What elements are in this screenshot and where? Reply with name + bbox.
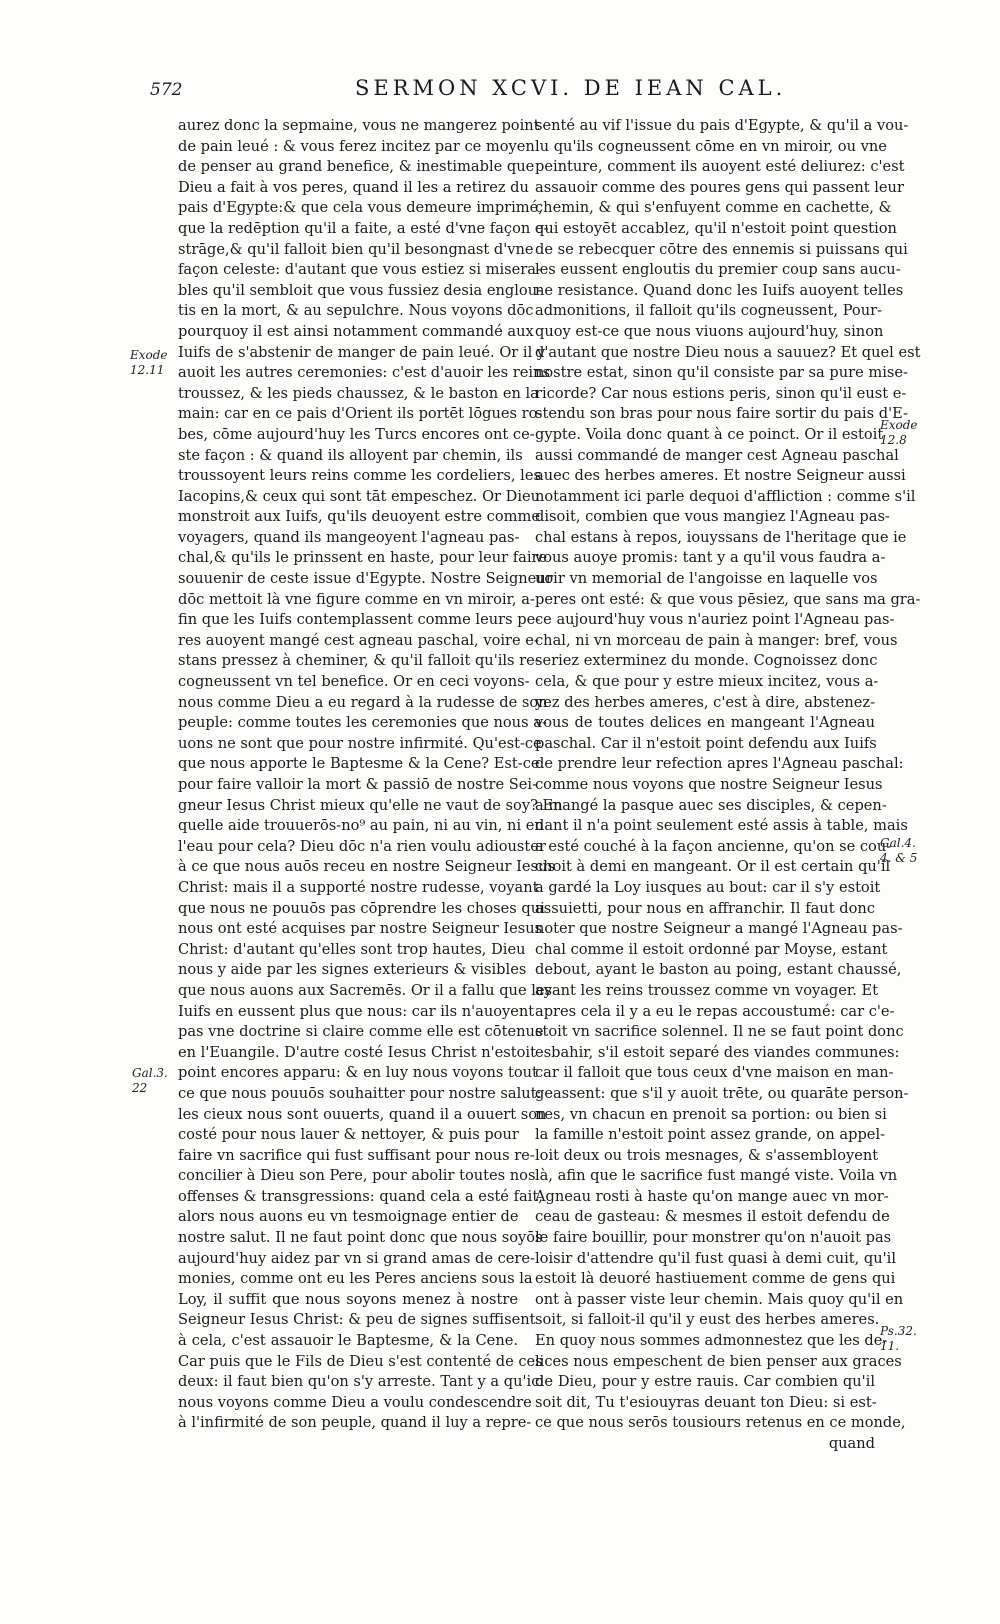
text-line: En quoy nous sommes admonnestez que les de- [535, 1332, 888, 1350]
text-line: a esté couché à la façon ancienne, qu'on se cou- [535, 837, 892, 855]
text-line: assuietti, pour nous en affranchir. Il faut donc [535, 899, 875, 917]
text-line: soit dit, Tu t'esiouyras deuant ton Dieu: si est- [535, 1393, 877, 1411]
text-line: ne resistance. Quand donc les Iuifs auoyent telles [535, 281, 904, 299]
text-line: strāge,& qu'il falloit bien qu'il besongnast d'vne [178, 240, 534, 258]
text-line: yez des herbes ameres, c'est à dire, abstenez- [535, 693, 875, 711]
text-line: res auoyent mangé cest agneau paschal, voire e- [178, 631, 539, 649]
text-line: chemin, & qui s'enfuyent comme en cachette, & [535, 199, 892, 217]
text-line: costé pour nous lauer & nettoyer, & puis pour [178, 1126, 519, 1144]
text-line: ayant les reins troussez comme vn voyager. Et [535, 981, 879, 999]
margin-note-exode-right: Exode 12.8 [880, 418, 918, 447]
text-line: troussoyent leurs reins comme les cordeliers, les [178, 467, 541, 485]
text-line: offenses & transgressions: quand cela a esté fait, [178, 1187, 543, 1205]
text-line: auec des herbes ameres. Et nostre Seigneur aussi [535, 467, 906, 485]
margin-note-ps-right: Ps.32. 11. [880, 1324, 917, 1353]
text-line: point encores apparu: & en luy nous voyons tout [178, 1064, 538, 1082]
text-line: que nous apporte le Baptesme & la Cene? Est-ce [178, 755, 540, 773]
text-line: façon celeste: d'autant que vous estiez si misera- [178, 261, 541, 279]
text-line: de se rebecquer cōtre des ennemis si puissans qui [535, 240, 908, 258]
text-line: que nous ne pouuōs pas cōprendre les choses qui [178, 899, 545, 917]
text-line: le faire bouillir, pour monstrer qu'on n'auoit pas [535, 1229, 892, 1247]
text-line: chal estans à repos, iouyssans de l'heritage que ie [535, 528, 907, 546]
text-line: à l'infirmité de son peuple, quand il luy a repre- [178, 1414, 532, 1432]
text-line: ont à passer viste leur chemin. Mais quoy qu'il en [535, 1290, 904, 1308]
text-line: bles qu'il sembloit que vous fussiez desia englou- [178, 281, 543, 299]
text-line: chal,& qu'ils le prinssent en haste, pour leur faire [178, 549, 548, 567]
text-line: peinture, comment ils auoyent esté deliurez: c'est [535, 158, 905, 176]
text-line: chal comme il estoit ordonné par Moyse, estant [535, 940, 888, 958]
text-line: peuple: comme toutes les ceremonies que nous a- [178, 714, 547, 732]
text-line: que nous auons aux Sacremēs. Or il a fallu que les [178, 981, 553, 999]
text-line: chal, ni vn morceau de pain à manger: bref, vous [535, 631, 898, 649]
text-line: nous voyons comme Dieu a voulu condescendre [178, 1393, 532, 1411]
text-line: Loy, il suffit que nous soyons menez à nostre [178, 1290, 518, 1308]
text-line: Iuifs en eussent plus que nous: car ils n'auoyent [178, 1002, 535, 1020]
margin-note-gal-left: Gal.3. 22 [132, 1066, 168, 1095]
text-line: de pain leué : & vous ferez incitez par ce moyen [178, 137, 535, 155]
text-line: fin que les Iuifs contemplassent comme leurs pe- [178, 611, 541, 629]
text-line: aujourd'huy aidez par vn si grand amas de cere- [178, 1249, 535, 1267]
text-line: loisir d'attendre qu'il fust quasi à demi cuit, qu'il [535, 1249, 896, 1267]
text-line: qui estoyēt accablez, qu'il n'estoit point question [535, 219, 897, 237]
text-line: estoit là deuoré hastiuement comme de gens qui [535, 1270, 896, 1288]
text-line: seriez exterminez du monde. Cognoissez donc [535, 652, 878, 670]
text-line: lices nous empeschent de bien penser aux graces [535, 1352, 902, 1370]
text-line: nous comme Dieu a eu regard à la rudesse de son [178, 693, 548, 711]
margin-note-exode-left: Exode 12.11 [130, 348, 168, 377]
text-line: debout, ayant le baston au poing, estant chaussé, [535, 961, 902, 979]
text-line: soit, si falloit-il qu'il y eust des herbes ameres. [535, 1311, 880, 1329]
text-line: de Dieu, pour y estre rauis. Car combien qu'il [535, 1373, 875, 1391]
text-line: Car puis que le Fils de Dieu s'est contenté de ces [178, 1352, 543, 1370]
text-line: admonitions, il falloit qu'ils cogneussent, Pour- [535, 302, 883, 320]
text-line: quoy est-ce que nous viuons aujourd'huy, sinon [535, 322, 884, 340]
text-line: vous de toutes delices en mangeant l'Agneau [535, 714, 875, 732]
text-line: Iacopins,& ceux qui sont tāt empeschez. Or Dieu [178, 487, 541, 505]
text-line: les cieux nous sont ouuerts, quand il a ouuert son [178, 1105, 547, 1123]
text-line: lu qu'ils cogneussent cōme en vn miroir, ou vne [535, 137, 887, 155]
text-line: cogneussent vn tel benefice. Or en ceci voyons- [178, 673, 530, 691]
text-line: concilier à Dieu son Pere, pour abolir toutes nos [178, 1167, 536, 1185]
text-line: que la redēption qu'il a faite, a esté d'vne façon e- [178, 219, 549, 237]
text-line: dant il n'a point seulement esté assis à table, mais [535, 817, 908, 835]
text-line: aussi commandé de manger cest Agneau paschal [535, 446, 899, 464]
text-line: en l'Euangile. D'autre costé Iesus Christ n'estoit [178, 1043, 536, 1061]
text-line: Agneau rosti à haste qu'on mange auec vn mor- [535, 1187, 889, 1205]
text-line: Iuifs de s'abstenir de manger de pain leué. Or il y [178, 343, 546, 361]
text-line: choit à demi en mangeant. Or il est certain qu'il [535, 858, 891, 876]
text-line: peres ont esté: & que vous pēsiez, que sans ma gra- [535, 590, 921, 608]
text-line: ce que nous serōs tousiours retenus en ce monde, [535, 1414, 906, 1432]
text-line: à ce que nous auōs receu en nostre Seigneur Iesus [178, 858, 555, 876]
margin-note-gal-right: Gal.4. 4. & 5 [880, 836, 918, 865]
text-line: disoit, combien que vous mangiez l'Agneau pas- [535, 508, 890, 526]
text-line: uoir vn memorial de l'angoisse en laquelle vos [535, 570, 878, 588]
text-line: esbahir, s'il estoit separé des viandes communes: [535, 1043, 900, 1061]
text-line: faire vn sacrifice qui fust suffisant pour nous re- [178, 1146, 535, 1164]
text-line: a gardé la Loy iusques au bout: car il s'y estoit [535, 878, 881, 896]
text-line: monstroit aux Iuifs, qu'ils deuoyent estre comme [178, 508, 540, 526]
text-line: geassent: que s'il y auoit trēte, ou quarāte person- [535, 1084, 909, 1102]
text-line: quand [828, 1435, 875, 1452]
text-line: d'autant que nostre Dieu nous a sauuez? Et quel est [535, 343, 921, 361]
text-line: deux: il faut bien qu'on s'y arreste. Tant y a qu'ici [178, 1373, 545, 1391]
text-line: alors nous auons eu vn tesmoignage entier de [178, 1208, 519, 1226]
text-line: loit deux ou trois mesnages, & s'assembloyent [535, 1146, 879, 1164]
text-line: notamment ici parle dequoi d'affliction : comme s'il [535, 487, 916, 505]
text-line: Dieu a fait à vos peres, quand il les a retirez du [178, 178, 529, 196]
text-line: ste façon : & quand ils alloyent par chemin, ils [178, 446, 523, 464]
text-line: les eussent engloutis du premier coup sans aucu- [535, 261, 901, 279]
text-line: de prendre leur refection apres l'Agneau paschal: [535, 755, 904, 773]
text-line: stendu son bras pour nous faire sortir du pais d'E- [535, 405, 908, 423]
text-line: de penser au grand benefice, & inestimable que [178, 158, 535, 176]
text-line: car il falloit que tous ceux d'vne maison en man- [535, 1064, 894, 1082]
text-line: uons ne sont que pour nostre infirmité. Qu'est-ce [178, 734, 542, 752]
text-line: ce aujourd'huy vous n'auriez point l'Agneau pas- [535, 611, 895, 629]
text-line: assauoir comme des poures gens qui passent leur [535, 178, 904, 196]
running-head: SERMON XCVI. DE IEAN CAL. [355, 76, 787, 100]
text-line: pais d'Egypte:& que cela vous demeure imprimé, [178, 199, 543, 217]
text-line: gypte. Voila donc quant à ce poinct. Or il estoit [535, 425, 884, 443]
text-line: l'eau pour cela? Dieu dōc n'a rien voulu adiouster [178, 837, 546, 855]
text-line: monies, comme ont eu les Peres anciens sous la [178, 1270, 533, 1288]
text-line: gneur Iesus Christ mieux qu'elle ne vaut de soy? En [178, 796, 563, 814]
text-line: souuenir de ceste issue d'Egypte. Nostre Seigneur [178, 570, 553, 588]
text-line: auoit les autres ceremonies: c'est d'auoir les reins [178, 364, 550, 382]
text-line: bes, cōme aujourd'huy les Turcs encores ont ce- [178, 425, 535, 443]
text-line: cela, & que pour y estre mieux incitez, vous a- [535, 673, 879, 691]
text-line: tis en la mort, & au sepulchre. Nous voyons dōc [178, 302, 534, 320]
left-text-column [178, 116, 563, 1434]
text-line: pourquoy il est ainsi notamment commandé aux [178, 322, 534, 340]
text-line: troussez, & les pieds chaussez, & le baston en la [178, 384, 539, 402]
text-line: Christ: mais il a supporté nostre rudesse, voyant [178, 878, 539, 896]
text-line: senté au vif l'issue du pais d'Egypte, & qu'il a vou- [535, 117, 909, 134]
text-line: nous y aide par les signes exterieurs & visibles [178, 961, 527, 979]
text-line: Christ: d'autant qu'elles sont trop hautes, Dieu [178, 940, 526, 958]
text-line: pour faire valloir la mort & passiō de nostre Sei- [178, 776, 538, 793]
page-number: 572 [150, 80, 183, 100]
text-line: nostre salut. Il ne faut point donc que nous soyōs [178, 1229, 543, 1247]
text-line: là, afin que le sacrifice fust mangé viste. Voila vn [535, 1167, 898, 1185]
text-line: noter que nostre Seigneur a mangé l'Agneau pas- [535, 920, 903, 938]
text-line: stans pressez à cheminer, & qu'il falloit qu'ils re- [178, 652, 540, 670]
text-line: ceau de gasteau: & mesmes il estoit defendu de [535, 1208, 890, 1226]
text-line: la famille n'estoit point assez grande, on appel- [535, 1126, 886, 1144]
text-line: à cela, c'est assauoir le Baptesme, & la Cene. [178, 1332, 518, 1350]
text-line: quelle aide trouuerōs-no⁹ au pain, ni au vin, ni en [178, 817, 544, 835]
text-line: Seigneur Iesus Christ: & peu de signes suffisent [178, 1311, 536, 1329]
text-line: paschal. Car il n'estoit point defendu aux Iuifs [535, 734, 877, 752]
text-line: aurez donc la sepmaine, vous ne mangerez point [178, 117, 540, 134]
text-line: dōc mettoit là vne figure comme en vn miroir, a- [178, 590, 535, 608]
text-line: apres cela il y a eu le repas accoustumé: car c'e- [535, 1002, 895, 1020]
text-line: stoit vn sacrifice solennel. Il ne se faut point donc [535, 1023, 904, 1041]
text-line: voyagers, quand ils mangeoyent l'agneau pas- [178, 528, 520, 546]
text-line: pas vne doctrine si claire comme elle est cōtenue [178, 1023, 544, 1041]
text-line: main: car en ce pais d'Orient ils portēt lōgues ro- [178, 405, 543, 423]
text-line: vous auoye promis: tant y a qu'il vous faudra a- [535, 549, 886, 567]
text-line: comme nous voyons que nostre Seigneur Iesus [535, 776, 883, 793]
text-line: a mangé la pasque auec ses disciples, & cepen- [535, 796, 887, 814]
text-line: ricorde? Car nous estions peris, sinon qu'il eust e- [535, 384, 907, 402]
text-line: nostre estat, sinon qu'il consiste par sa pure mise- [535, 364, 908, 382]
text-line: nes, vn chacun en prenoit sa portion: ou bien si [535, 1105, 887, 1123]
text-line: ce que nous pouuōs souhaitter pour nostre salut: [178, 1084, 542, 1102]
text-line: nous ont esté acquises par nostre Seigneur Iesus [178, 920, 543, 938]
